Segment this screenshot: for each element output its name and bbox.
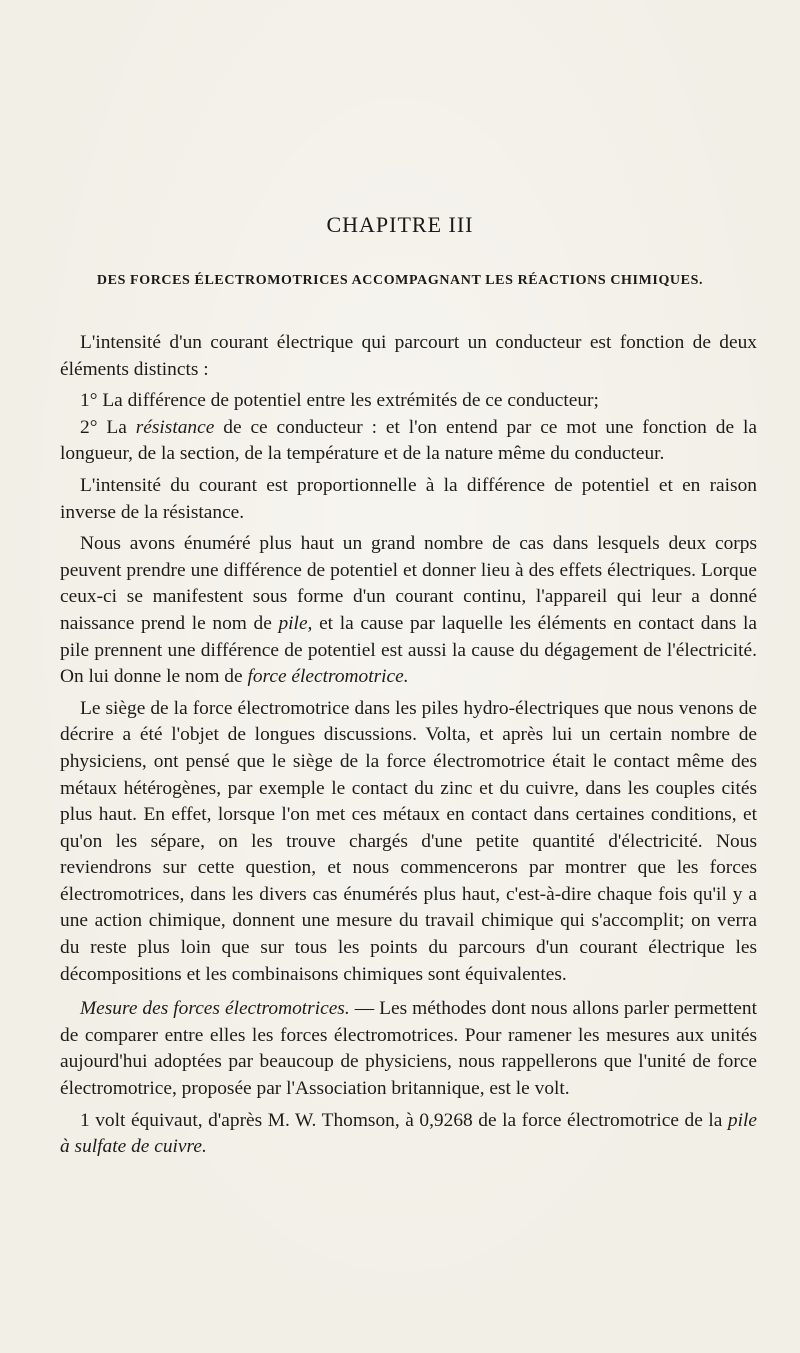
paragraph-mesure xyxy=(60,996,757,1102)
paragraph-volt-pre: 1 volt équivaut, d'après M. W. Thomson, à 0,9268 de la force électromotrice de la xyxy=(80,1109,723,1131)
paragraph-mesure-text: — Les méthodes dont nous allons parler permettent de comparer entre elles les forces électromotrices. Pour ramener les mesures aux unités aujourd'hui adoptées par beaucoup de physiciens, nous rappellerons que l'unité de force électromotrice, proposée par l'Association britannique, est le volt. xyxy=(60,998,757,1100)
list-item-2-emphasis: résistance xyxy=(135,416,215,438)
list-item-2-post: de ce conducteur : et l'on entend par ce mot une fonction de la longueur, de la section, de la température et de la nature même du conducteur. xyxy=(60,416,757,465)
paragraph-pile xyxy=(60,531,757,691)
paragraph-volt-emphasis: pile à sulfate de cuivre. xyxy=(60,1109,757,1158)
paragraph-volt xyxy=(60,1108,757,1161)
chapter-title: CHAPITRE III xyxy=(326,212,474,237)
paragraph-pile-emphasis-force: force électromotrice. xyxy=(247,666,409,688)
list-item-2 xyxy=(60,415,757,468)
list-item-1-number: 1° xyxy=(80,390,98,412)
list-item-2-pre: La xyxy=(106,416,127,438)
paragraph-intro xyxy=(60,330,757,383)
section-heading-mesure: Mesure des forces électromotrices. xyxy=(80,998,350,1020)
paragraph-pile-mid: et la cause par laquelle les éléments en contact dans la pile prennent une différence de potentiel est aussi la cause du dégagement de l'électricité. On lui donne le nom de xyxy=(60,612,757,688)
paragraph-volta-text: Le siège de la force électromotrice dans les piles hydro-électriques que nous venons de décrire a été l'objet de longues discussions. Volta, et après lui un certain nombre de physiciens, ont pensé que le siège de la force électromotrice était le contact même des métaux hétérogènes, par exemple le contact du zinc et du cuivre, dans les couples cités plus haut. En effet, lorsque l'on met ces métaux en contact dans certaines conditions, et qu'on les sépare, on les trouve chargés d'une petite quantité d'électricité. Nous reviendrons sur cette question, et nous commencerons par montrer que les forces électromotrices, dans les divers cas énumérés plus haut, c'est-à-dire chaque fois qu'il y a une action chimique, donnent une mesure du travail chimique qui s'accomplit; on verra du reste plus loin que sur tous les points du parcours d'un courant électrique les décompositions et les combinaisons chimiques sont équivalentes. xyxy=(60,697,757,985)
chapter-subtitle: DES FORCES ÉLECTROMOTRICES ACCOMPAGNANT LES RÉACTIONS CHIMIQUES. xyxy=(96,273,704,288)
list-item-1 xyxy=(60,388,757,415)
paragraph-intro-text: L'intensité d'un courant électrique qui parcourt un conducteur est fonction de deux éléments distincts : xyxy=(60,332,757,380)
paragraph-volta xyxy=(60,696,757,989)
paragraph-proportional-text: L'intensité du courant est proportionnelle à la différence de potentiel et en raison inverse de la résistance. xyxy=(60,474,757,523)
paragraph-pile-emphasis-pile: pile, xyxy=(278,612,313,634)
list-item-2-number: 2° xyxy=(80,416,98,438)
paragraph-proportional xyxy=(60,473,757,526)
body-text xyxy=(60,330,757,1166)
paragraph-pile-pre: Nous avons énuméré plus haut un grand nombre de cas dans lesquels deux corps peuvent prendre une différence de potentiel et donner lieu à des effets électriques. Lorque ceux-ci se manifestent sous forme d'un courant continu, l'appareil qui leur a donné naissance prend le nom de xyxy=(60,533,757,634)
list-item-1-text: La différence de potentiel entre les extrémités de ce conducteur; xyxy=(102,390,599,412)
